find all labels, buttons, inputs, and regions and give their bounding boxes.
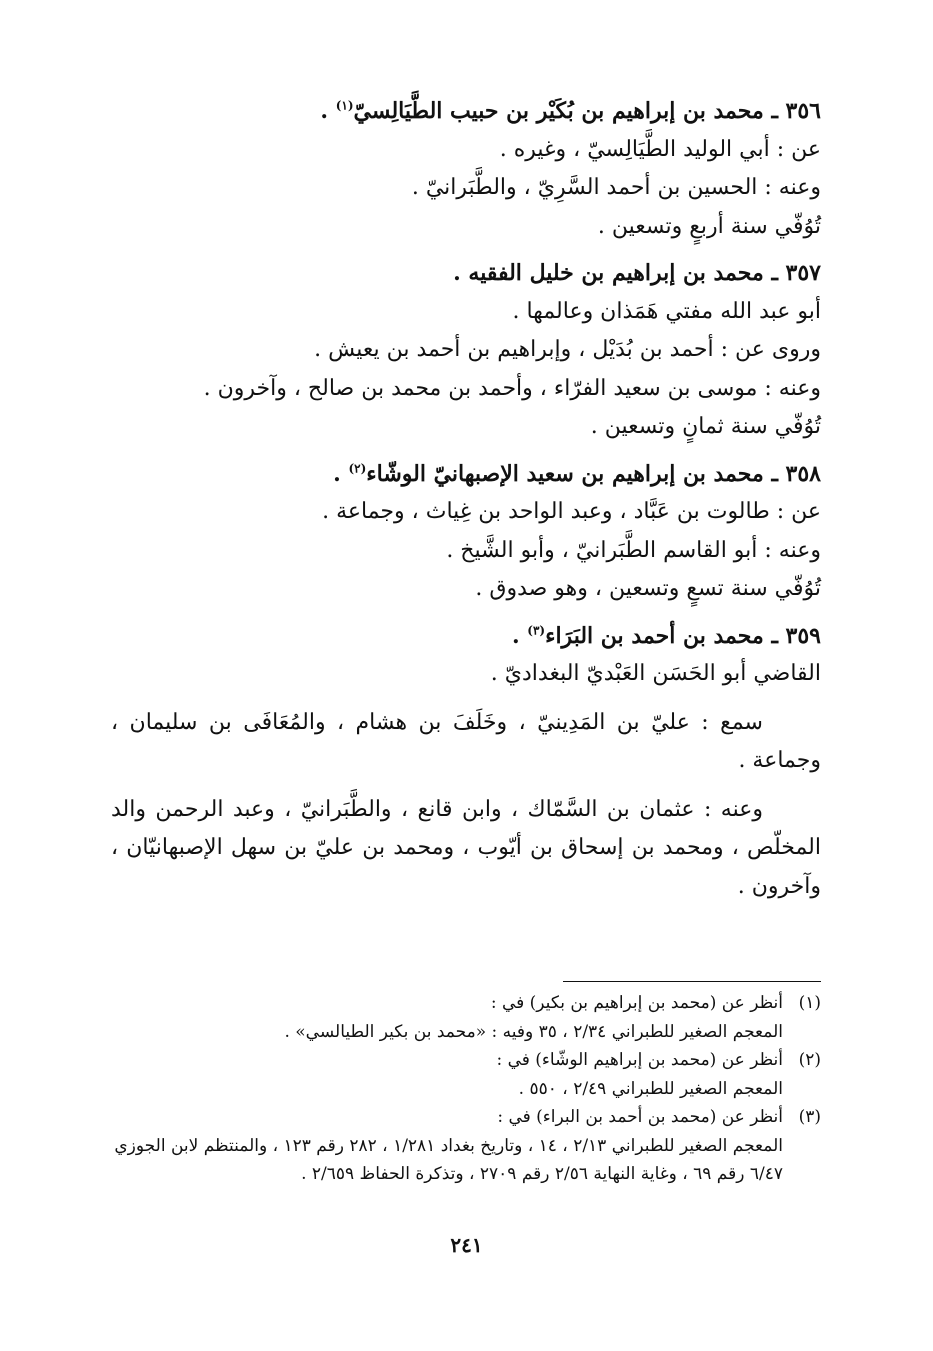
footnote-separator — [563, 981, 821, 982]
footnote-source: المعجم الصغير للطبراني ٢/٤٩ ، ٥٥٠ . — [518, 1078, 783, 1099]
entry-name: محمد بن أحمد بن البَرَاء — [545, 622, 764, 649]
spacer — [111, 694, 821, 704]
footnote-2 — [109, 1046, 821, 1103]
entry-number: ٣٥٨ ـ — [771, 460, 821, 487]
entry-line: تُوُفّي سنة أربعٍ وتسعين . — [597, 213, 821, 239]
footnotes — [109, 989, 821, 1189]
footnote-label: (٣) — [798, 1107, 821, 1127]
entry-line: القاضي أبو الحَسَن العَبْديّ البغداديّ . — [490, 661, 821, 686]
entry-number: ٣٥٩ ـ — [771, 622, 821, 649]
entry-356 — [111, 92, 821, 246]
entry-heading — [111, 617, 821, 656]
entry-line: وعنه : أبو القاسم الطَّبَرانيّ ، وأبو الشَّيخ . — [446, 537, 821, 563]
entry-paragraph: وعنه : عثمان بن السَّمّاك ، وابن قانع ، والطَّبَرانيّ ، وعبد الرحمن والد المخلّص ، ومحمد بن إسحاق بن أيّوب ، ومحمد بن عليّ بن سهل الإصبهانيّان ، وآخرون . — [111, 796, 821, 899]
entry-paragraph: سمع : عليّ بن المَدِينيّ ، وخَلَفَ بن هشام ، والمُعَافَى بن سليمان ، وجماعة . — [111, 709, 821, 773]
entry-end: . — [453, 260, 469, 286]
entry-line: تُوُفّي سنة تسعٍ وتسعين ، وهو صدوق . — [475, 576, 821, 601]
footnote-source: المعجم الصغير للطبراني ٢/٣٤ ، ٣٥ وفيه : «محمد بن بكير الطيالسي» . — [284, 1021, 783, 1042]
entry-line: عن : أبي الوليد الطَّيَالِسيّ ، وغيره . — [499, 136, 821, 162]
entry-357 — [111, 254, 821, 447]
footnote-ref[interactable]: (١) — [335, 98, 354, 113]
entry-line: وروى عن : أحمد بن بُدَيْل ، وإبراهيم بن أحمد بن يعيش . — [314, 337, 821, 362]
entry-heading — [111, 92, 821, 131]
entry-heading — [111, 254, 821, 293]
entry-name: محمد بن إبراهيم بن بُكَيْر بن حبيب الطَّيَالِسيّ — [353, 98, 764, 124]
footnote-label: (٢) — [798, 1050, 821, 1070]
entry-end: . — [320, 98, 336, 124]
entry-line: وعنه : موسى بن سعيد الفرّاء ، وأحمد بن محمد بن صالح ، وآخرون . — [203, 375, 821, 401]
entry-line: وعنه : الحسين بن أحمد السَّرِيّ ، والطَّبَرانيّ . — [411, 175, 821, 200]
footnote-ref[interactable]: (٢) — [348, 461, 367, 476]
footnote-line: أنظر عن (محمد بن إبراهيم الوشّاء) في : — [496, 1050, 783, 1070]
entry-line: أبو عبد الله مفتي هَمَذان وعالمها . — [512, 298, 821, 324]
footnote-label: (١) — [798, 993, 821, 1013]
page-number: ٢٤١ — [450, 1233, 483, 1257]
main-text — [111, 92, 821, 914]
footnote-3 — [109, 1103, 821, 1189]
entry-name: محمد بن إبراهيم بن خليل الفقيه — [468, 260, 764, 286]
entry-358 — [111, 455, 821, 609]
footnote-ref[interactable]: (٣) — [527, 623, 546, 638]
footnote-1 — [109, 989, 821, 1046]
entry-number: ٣٥٦ ـ — [771, 98, 821, 124]
footnote-line: أنظر عن (محمد بن أحمد بن البراء) في : — [497, 1107, 783, 1127]
entry-number: ٣٥٧ ـ — [771, 260, 821, 286]
entry-name: محمد بن إبراهيم بن سعيد الإصبهانيّ الوشّاء — [366, 460, 764, 487]
footnote-line: أنظر عن (محمد بن إبراهيم بن بكير) في : — [490, 993, 783, 1013]
entry-heading — [111, 455, 821, 494]
entry-end: . — [511, 622, 528, 649]
footnote-source: المعجم الصغير للطبراني ٢/١٣ ، ١٤ ، وتاريخ بغداد ١/٢٨١ ، ٢٨٢ رقم ١٢٣ ، والمنتظم لابن الجوزي ٦/٤٧ رقم ٦٩ ، وغاية النهاية ٢/٥٦ رقم ٢٧٠٩ ، وتذكرة الحفاظ ٢/٦٥٩ . — [114, 1135, 783, 1184]
entry-line: تُوُفّي سنة ثمانٍ وتسعين . — [590, 414, 821, 439]
entry-end: . — [333, 460, 349, 487]
entry-359 — [111, 617, 821, 907]
entry-line: عن : طالوت بن عَبَّاد ، وعبد الواحد بن غِياث ، وجماعة . — [322, 499, 821, 524]
spacer — [111, 781, 821, 791]
